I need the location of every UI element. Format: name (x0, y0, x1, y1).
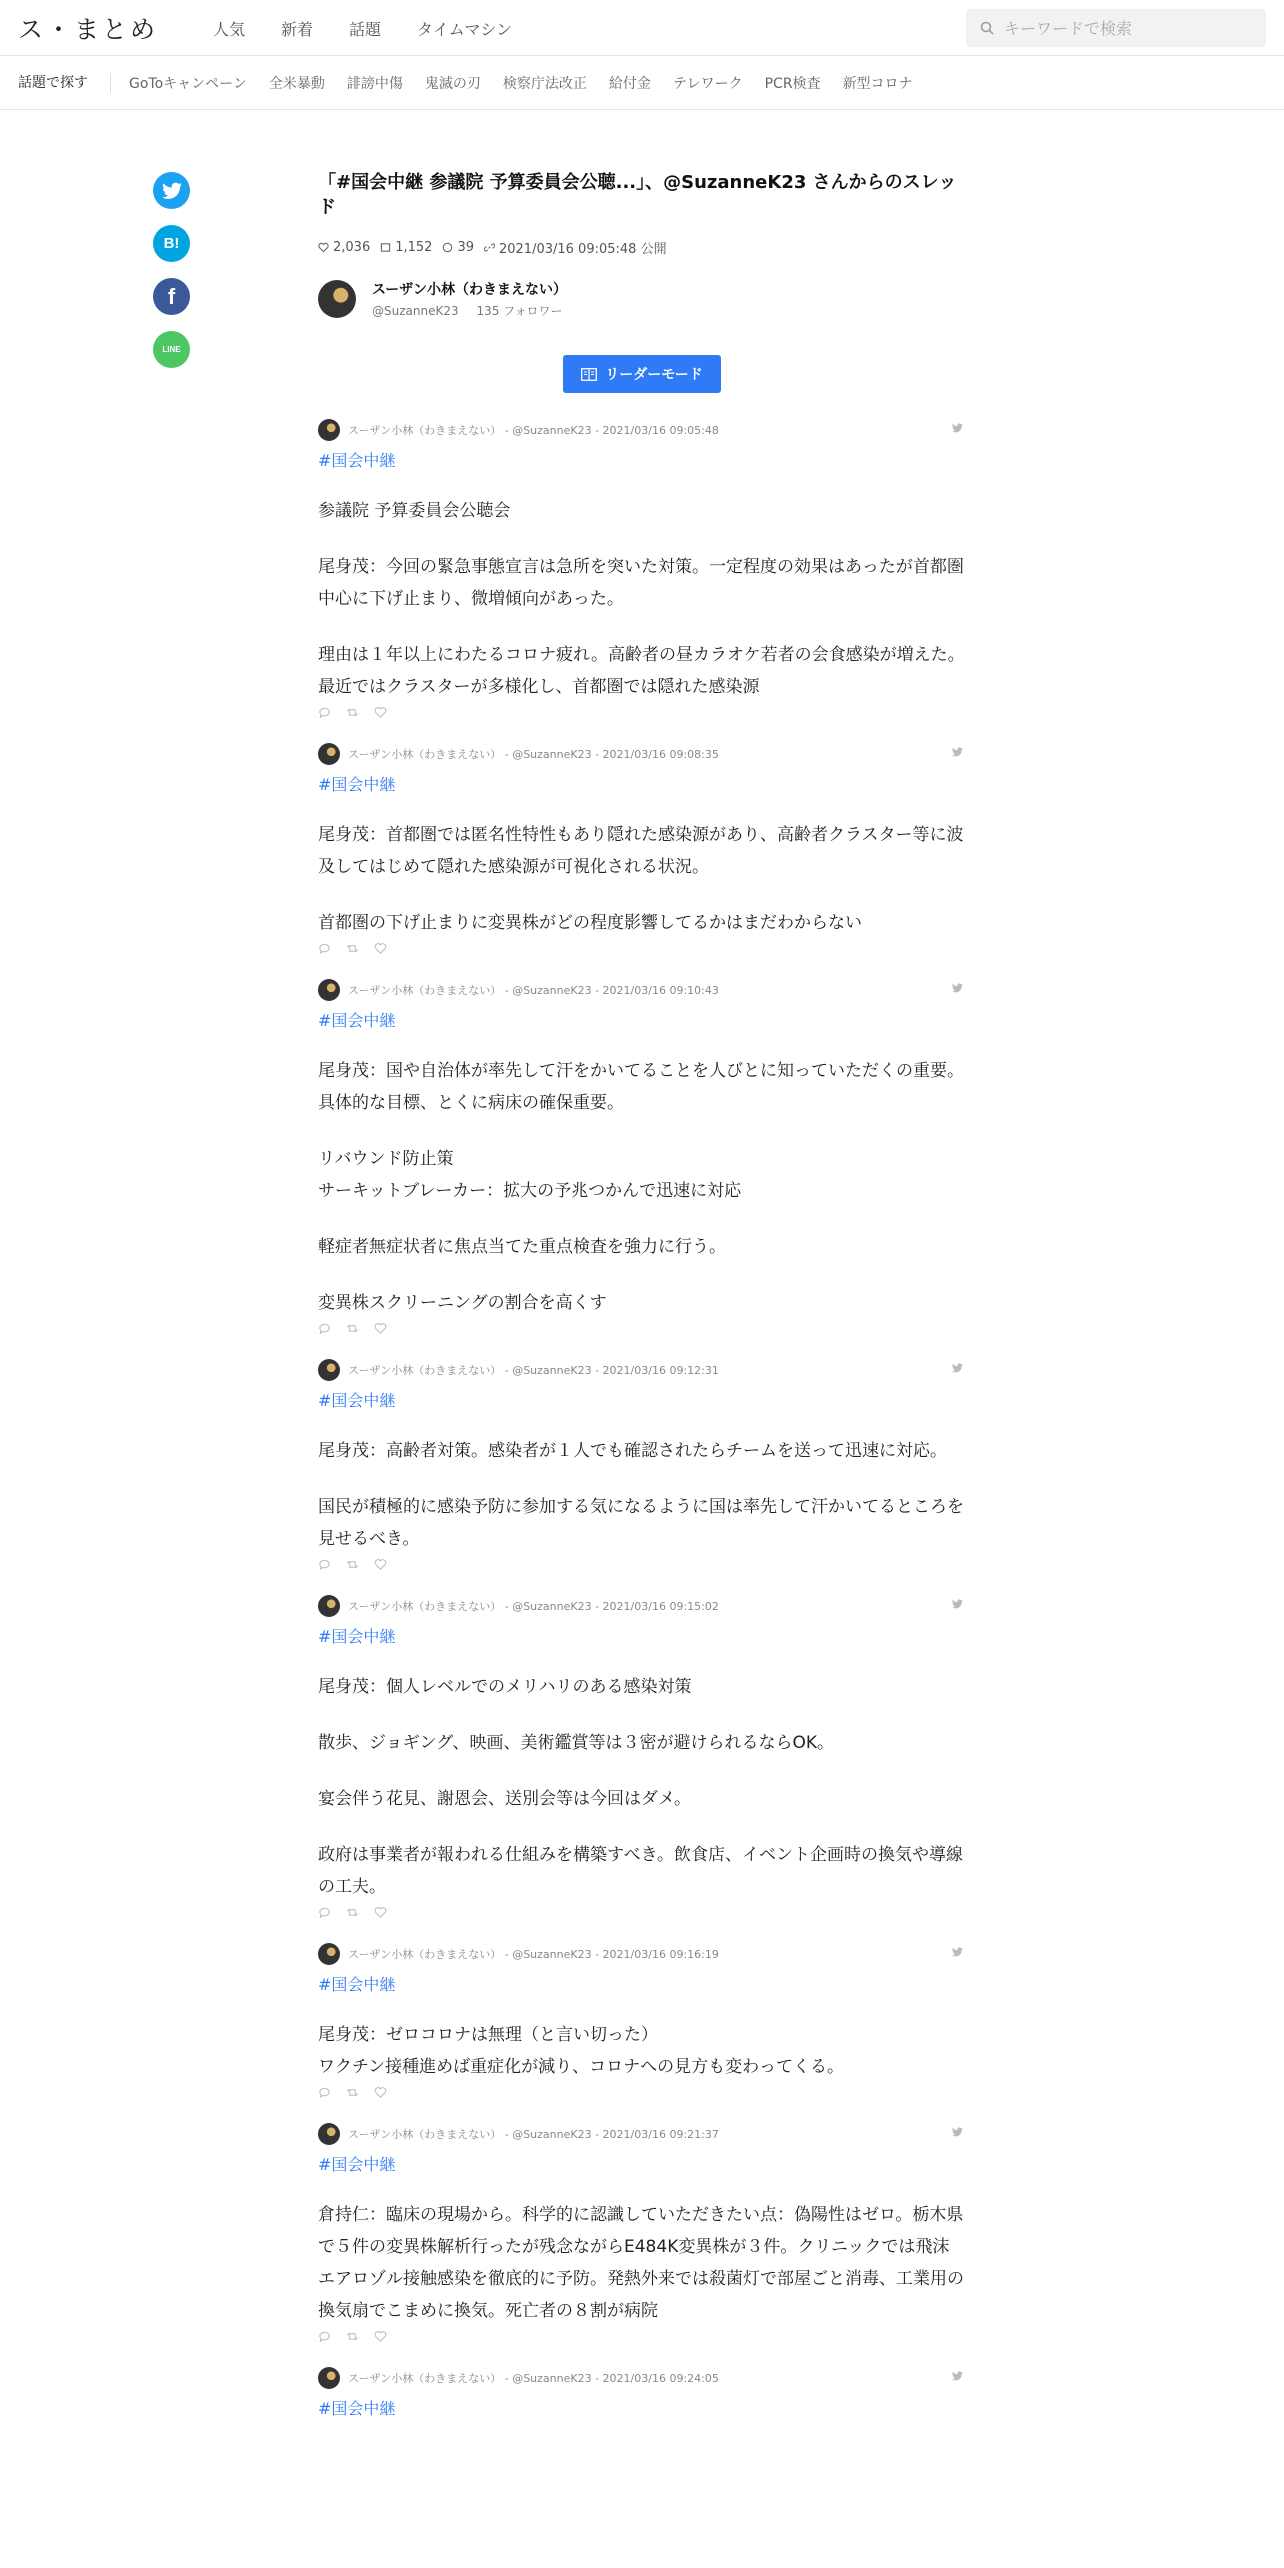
avatar[interactable] (318, 2367, 340, 2389)
reply-icon[interactable] (318, 2330, 332, 2344)
tweet-paragraph: 尾身茂：国や自治体が率先して汗をかいてることを人びとに知っていただくの重要。具体的な目標、とくに病床の確保重要。 (318, 1061, 964, 1114)
topic-link[interactable]: PCR検査 (764, 75, 821, 92)
like-icon[interactable] (374, 1322, 388, 1336)
author-card[interactable] (318, 279, 966, 319)
comment-icon (442, 242, 453, 253)
tweet-body (318, 2199, 966, 2327)
twitter-icon[interactable] (952, 1947, 966, 1961)
article (318, 170, 966, 2443)
avatar[interactable] (318, 1595, 340, 1617)
avatar[interactable] (318, 2123, 340, 2145)
likes-stat: 2,036 (318, 240, 370, 255)
twitter-icon[interactable] (952, 423, 966, 437)
reader-mode-label: リーダーモード (605, 367, 703, 384)
main-nav (213, 17, 548, 40)
tweet-meta: スーザン小林（わきまえない） - @SuzanneK23 - 2021/03/16 09:12:31 (348, 1364, 719, 1378)
twitter-icon[interactable] (952, 1599, 966, 1613)
reader-mode-wrap (318, 355, 966, 393)
tweet-paragraph: 尾身茂：高齢者対策。感染者が１人でも確認されたらチームを送って迅速に対応。 (318, 1441, 947, 1462)
like-icon[interactable] (374, 2330, 388, 2344)
tweet-meta: スーザン小林（わきまえない） - @SuzanneK23 - 2021/03/16 09:16:19 (348, 1948, 719, 1962)
author-followers: 135 フォロワー (476, 304, 563, 319)
tweet-item (318, 2123, 966, 2367)
tweet-paragraph: 散歩、ジョギング、映画、美術鑑賞等は３密が避けられるならOK。 (318, 1733, 834, 1754)
tweet-item (318, 743, 966, 979)
tweet-paragraph: 国民が積極的に感染予防に参加する気になるように国は率先して汗かいてるところを見せるべき。 (318, 1497, 964, 1550)
tweet-meta: スーザン小林（わきまえない） - @SuzanneK23 - 2021/03/16 09:08:35 (348, 748, 719, 762)
tweet-paragraph: 尾身茂：首都圏では匿名性特性もあり隠れた感染源があり、高齢者クラスター等に波及してはじめて隠れた感染源が可視化される状況。 (318, 825, 964, 878)
topic-link[interactable]: 検察庁法改正 (502, 75, 587, 92)
retweet-icon[interactable] (346, 1906, 360, 1920)
tweet-body (318, 1435, 966, 1555)
article-meta (318, 238, 966, 257)
reply-icon[interactable] (318, 942, 332, 956)
reply-icon[interactable] (318, 1906, 332, 1920)
author-sub (372, 302, 567, 319)
tweet-paragraph: 尾身茂：今回の緊急事態宣言は急所を突いた対策。一定程度の効果はあったが首都圏中心に下げ止まり、微増傾向があった。 (318, 557, 964, 610)
facebook-share-button[interactable] (153, 278, 190, 315)
reply-icon[interactable] (318, 2086, 332, 2100)
tweet-paragraph: 尾身茂：ゼロコロナは無理（と言い切った） ワクチン接種進めば重症化が減り、コロナへの見方も変わってくる。 (318, 2025, 844, 2078)
nav-trending[interactable]: 話題 (349, 20, 382, 39)
avatar[interactable] (318, 979, 340, 1001)
like-icon[interactable] (374, 2086, 388, 2100)
twitter-icon[interactable] (952, 1363, 966, 1377)
tweet-actions (318, 2085, 966, 2101)
tweet-meta: スーザン小林（わきまえない） - @SuzanneK23 - 2021/03/16 09:24:05 (348, 2372, 719, 2386)
topic-link[interactable]: GoToキャンペーン (129, 75, 247, 92)
search-input[interactable] (1004, 19, 1244, 38)
author-name[interactable]: スーザン小林（わきまえない） (372, 282, 568, 299)
like-icon[interactable] (374, 942, 388, 956)
tweet-paragraph: 倉持仁：臨床の現場から。科学的に認識していただきたい点：偽陽性はゼロ。栃木県で５件の変異株解析行ったが残念ながらE484K変異株が３件。クリニックでは飛沫エアロゾル接触感染を徹底的に予防。発熱外来では殺菌灯で部屋ごと消毒、工業用の換気扇でこまめに換気。死亡者の８割が病院 (318, 2205, 964, 2322)
tweet-header (318, 979, 966, 1001)
twitter-icon[interactable] (952, 2371, 966, 2385)
tweet-paragraph: 尾身茂：個人レベルでのメリハリのある感染対策 (318, 1677, 692, 1698)
tweet-paragraph: 理由は１年以上にわたるコロナ疲れ。高齢者の昼カラオケ若者の会食感染が増えた。最近ではクラスターが多様化し、首都圏では隠れた感染源 (318, 645, 965, 698)
comments-stat: 39 (442, 240, 474, 255)
tweet-paragraph: 変異株スクリーニングの割合を高くす (318, 1293, 607, 1314)
like-icon[interactable] (374, 1906, 388, 1920)
tweet-paragraph: 宴会伴う花見、謝恩会、送別会等は今回はダメ。 (318, 1789, 691, 1810)
avatar[interactable] (318, 419, 340, 441)
tweet-body (318, 819, 966, 939)
tweet-item (318, 419, 966, 743)
reply-icon[interactable] (318, 1558, 332, 1572)
tweet-header (318, 2123, 966, 2145)
twitter-icon[interactable] (952, 747, 966, 761)
nav-timemachine[interactable]: タイムマシン (417, 20, 513, 39)
search-icon (978, 19, 996, 37)
tweet-meta: スーザン小林（わきまえない） - @SuzanneK23 - 2021/03/16 09:10:43 (348, 984, 719, 998)
hatena-icon: B! (163, 235, 180, 252)
topic-link[interactable]: 新型コロナ (842, 75, 913, 92)
heart-icon (318, 242, 329, 253)
tweet-paragraph: リバウンド防止策 サーキットブレーカー：拡大の予兆つかんで迅速に対応 (318, 1149, 742, 1202)
tweet-hashtag[interactable]: #国会中継 (318, 1975, 396, 1995)
line-share-button[interactable] (153, 331, 190, 368)
retweet-icon[interactable] (346, 706, 360, 720)
tweet-hashtag[interactable]: #国会中継 (318, 1627, 396, 1647)
tweet-thread (318, 419, 966, 2443)
author-info (372, 279, 567, 319)
tweet-hashtag[interactable]: #国会中継 (318, 451, 396, 471)
tweet-hashtag[interactable]: #国会中継 (318, 2399, 396, 2419)
tweet-item (318, 1595, 966, 1943)
author-handle: @SuzanneK23 (372, 304, 459, 319)
tweet-actions (318, 941, 966, 957)
twitter-icon[interactable] (952, 983, 966, 997)
like-icon[interactable] (374, 706, 388, 720)
tweet-header (318, 743, 966, 765)
twitter-share-button[interactable] (153, 172, 190, 209)
link-icon (484, 242, 495, 253)
tweet-header (318, 1595, 966, 1617)
twitter-icon (162, 182, 182, 200)
tweet-hashtag[interactable]: #国会中継 (318, 1391, 396, 1411)
retweet-icon[interactable] (346, 942, 360, 956)
retweet-icon[interactable] (346, 1558, 360, 1572)
topic-link[interactable]: 誹謗中傷 (346, 75, 403, 92)
site-logo[interactable]: ス・まとめ (18, 15, 159, 44)
avatar[interactable] (318, 280, 356, 318)
tweet-body (318, 495, 966, 703)
tweet-actions (318, 2329, 966, 2345)
avatar[interactable] (318, 1359, 340, 1381)
tweet-actions (318, 1905, 966, 1921)
tweet-paragraph: 参議院 予算委員会公聴会 (318, 501, 511, 522)
tweet-paragraph: 軽症者無症状者に焦点当てた重点検査を強力に行う。 (318, 1237, 726, 1258)
tweet-meta: スーザン小林（わきまえない） - @SuzanneK23 - 2021/03/16 09:05:48 (348, 424, 719, 438)
bookmark-icon (380, 242, 391, 253)
tweet-hashtag[interactable]: #国会中継 (318, 2155, 396, 2175)
search-box[interactable] (966, 9, 1266, 47)
tweet-item (318, 979, 966, 1359)
topic-link[interactable]: 給付金 (608, 75, 651, 92)
avatar[interactable] (318, 743, 340, 765)
tweet-body (318, 1671, 966, 1903)
topic-link[interactable]: 鬼滅の刃 (424, 75, 481, 92)
tweet-body (318, 1055, 966, 1319)
tweet-actions (318, 1321, 966, 1337)
tweet-meta: スーザン小林（わきまえない） - @SuzanneK23 - 2021/03/16 09:15:02 (348, 1600, 719, 1614)
reply-icon[interactable] (318, 1322, 332, 1336)
retweet-icon[interactable] (346, 2086, 360, 2100)
facebook-icon: f (167, 283, 176, 309)
retweet-icon[interactable] (346, 2330, 360, 2344)
topics-label: 話題で探す (18, 73, 111, 93)
topic-link[interactable]: テレワーク (672, 75, 743, 92)
article-title: 「#国会中継 参議院 予算委員会公聴...」、@SuzanneK23 さんからのスレッド (318, 172, 957, 219)
twitter-icon[interactable] (952, 2127, 966, 2141)
tweet-body (318, 2019, 966, 2083)
hatena-bookmark-button[interactable] (153, 225, 190, 262)
bookmarks-stat: 1,152 (380, 240, 432, 255)
topics-bar (0, 56, 1284, 110)
tweet-actions (318, 705, 966, 721)
avatar[interactable] (318, 1943, 340, 1965)
tweet-hashtag[interactable]: #国会中継 (318, 1011, 396, 1031)
tweet-item (318, 1359, 966, 1595)
tweet-item (318, 1943, 966, 2123)
tweet-header (318, 2367, 966, 2389)
retweet-icon[interactable] (346, 1322, 360, 1336)
nav-popular[interactable]: 人気 (213, 20, 246, 39)
published-date: 2021/03/16 09:05:48 公開 (484, 238, 667, 257)
tweet-item (318, 2367, 966, 2443)
tweet-actions (318, 1557, 966, 1573)
tweet-paragraph: 首都圏の下げ止まりに変異株がどの程度影響してるかはまだわからない (318, 913, 862, 934)
nav-new[interactable]: 新着 (281, 20, 314, 39)
tweet-header (318, 1943, 966, 1965)
book-icon (581, 368, 597, 381)
topic-link[interactable]: 全米暴動 (268, 75, 325, 92)
tweet-hashtag[interactable]: #国会中継 (318, 775, 396, 795)
like-icon[interactable] (374, 1558, 388, 1572)
tweet-header (318, 1359, 966, 1381)
reply-icon[interactable] (318, 706, 332, 720)
tweet-header (318, 419, 966, 441)
site-header (0, 0, 1284, 56)
tweet-paragraph: 政府は事業者が報われる仕組みを構築すべき。飲食店、イベント企画時の換気や導線の工夫。 (318, 1845, 963, 1898)
share-buttons (153, 172, 190, 368)
reader-mode-button[interactable] (563, 355, 720, 393)
tweet-meta: スーザン小林（わきまえない） - @SuzanneK23 - 2021/03/16 09:21:37 (348, 2128, 719, 2142)
line-icon: LINE (162, 345, 181, 354)
